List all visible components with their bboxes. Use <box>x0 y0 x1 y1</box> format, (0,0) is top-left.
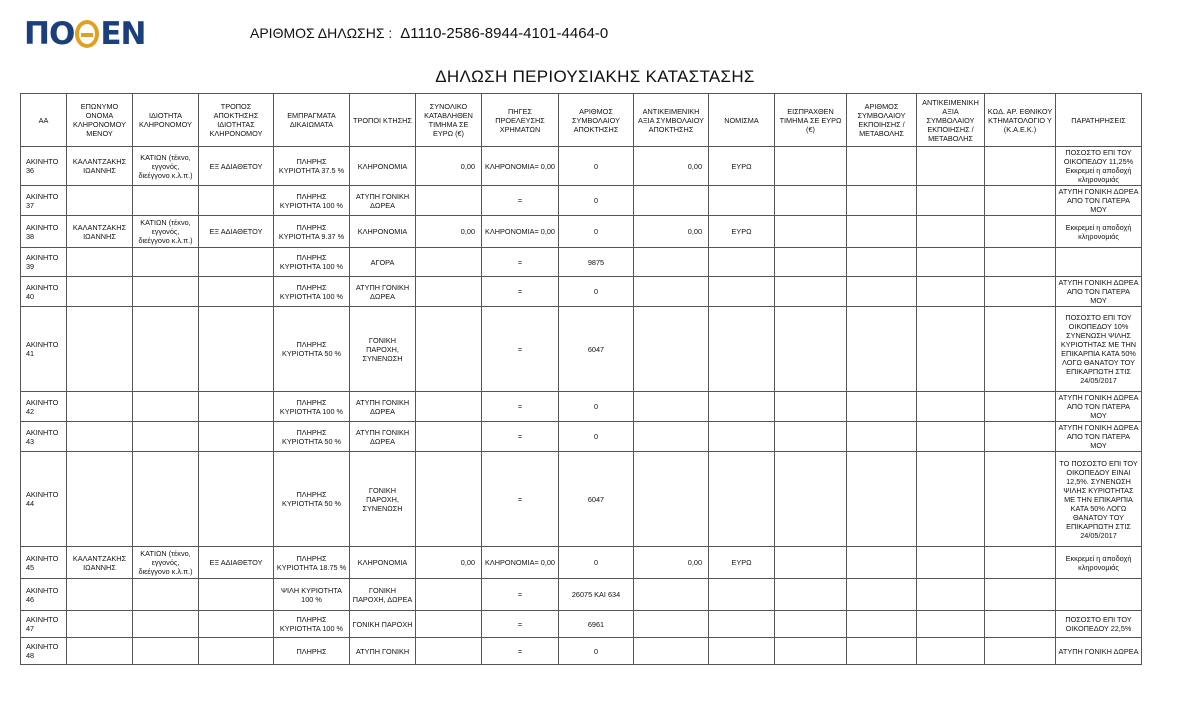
table-cell: ΠΛΗΡΗΣ ΚΥΡΙΟΤΗΤΑ 50 % <box>274 452 350 547</box>
table-cell <box>199 307 274 392</box>
table-cell: 0,00 <box>416 216 482 248</box>
table-cell: ΑΤΥΠΗ ΓΟΝΙΚΗ ΔΩΡΕΑ <box>350 277 416 307</box>
table-cell <box>985 611 1056 638</box>
table-cell <box>985 307 1056 392</box>
table-cell <box>634 638 709 665</box>
table-cell <box>416 392 482 422</box>
table-cell <box>709 392 775 422</box>
table-cell: ΓΟΝΙΚΗ ΠΑΡΟΧΗ, ΣΥΝΕΝΩΣΗ <box>350 452 416 547</box>
table-cell <box>133 307 199 392</box>
table-cell <box>416 611 482 638</box>
table-cell: ΓΟΝΙΚΗ ΠΑΡΟΧΗ, ΣΥΝΕΝΩΣΗ <box>350 307 416 392</box>
table-cell <box>847 452 917 547</box>
table-cell <box>917 547 985 579</box>
table-cell <box>133 638 199 665</box>
table-cell <box>133 186 199 216</box>
table-cell <box>67 452 133 547</box>
declaration-number <box>250 25 608 42</box>
table-cell: ΑΤΥΠΗ ΓΟΝΙΚΗ ΔΩΡΕΑ <box>350 422 416 452</box>
column-header: ΤΡΟΠΟΙ ΚΤΗΣΗΣ <box>350 94 416 147</box>
table-cell <box>199 452 274 547</box>
table-cell: ΕΥΡΩ <box>709 216 775 248</box>
column-header: ΑΝΤΙΚΕΙΜΕΝΙΚΗ ΑΞΙΑ ΣΥΜΒΟΛΑΙΟΥ ΑΠΟΚΤΗΣΗΣ <box>634 94 709 147</box>
table-cell: ΑΚΙΝΗΤΟ 38 <box>21 216 67 248</box>
table-row <box>21 611 1142 638</box>
table-cell: ΕΞ ΑΔΙΑΘΕΤΟΥ <box>199 216 274 248</box>
table-cell <box>199 611 274 638</box>
table-cell <box>634 186 709 216</box>
table-cell: ΠΛΗΡΗΣ ΚΥΡΙΟΤΗΤΑ 18.75 % <box>274 547 350 579</box>
table-row <box>21 277 1142 307</box>
table-row <box>21 547 1142 579</box>
table-cell <box>917 216 985 248</box>
table-cell: ΓΟΝΙΚΗ ΠΑΡΟΧΗ, ΔΩΡΕΑ <box>350 579 416 611</box>
table-cell <box>416 452 482 547</box>
table-cell <box>775 248 847 277</box>
table-cell: ΠΛΗΡΗΣ ΚΥΡΙΟΤΗΤΑ 100 % <box>274 611 350 638</box>
table-cell: ΠΟΣΟΣΤΟ ΕΠΙ ΤΟΥ ΟΙΚΟΠΕΔΟΥ 11,25% Εκκρεμεί η αποδοχή κληρονομιάς <box>1056 147 1142 186</box>
table-cell <box>709 638 775 665</box>
table-cell <box>634 422 709 452</box>
table-cell <box>917 186 985 216</box>
table-cell: ΚΛΗΡΟΝΟΜΙΑ <box>350 547 416 579</box>
table-cell <box>634 579 709 611</box>
table-cell <box>775 422 847 452</box>
column-header: ΑΑ <box>21 94 67 147</box>
table-cell <box>985 579 1056 611</box>
table-cell <box>775 452 847 547</box>
table-cell: ΠΛΗΡΗΣ ΚΥΡΙΟΤΗΤΑ 9.37 % <box>274 216 350 248</box>
table-cell <box>199 248 274 277</box>
table-cell: ΑΚΙΝΗΤΟ 39 <box>21 248 67 277</box>
table-cell <box>709 422 775 452</box>
table-cell <box>917 579 985 611</box>
table-cell <box>133 277 199 307</box>
table-cell <box>985 216 1056 248</box>
table-cell: ΠΟΣΟΣΤΟ ΕΠΙ ΤΟΥ ΟΙΚΟΠΕΔΟΥ 22,5% <box>1056 611 1142 638</box>
table-cell <box>709 452 775 547</box>
table-cell <box>985 452 1056 547</box>
table-cell <box>634 307 709 392</box>
table-cell <box>775 547 847 579</box>
table-cell <box>416 422 482 452</box>
table-cell: = <box>482 452 559 547</box>
table-cell: ΚΑΛΑΝΤΖΑΚΗΣ ΙΩΑΝΝΗΣ <box>67 547 133 579</box>
table-cell: = <box>482 422 559 452</box>
table-row <box>21 579 1142 611</box>
column-header: ΑΡΙΘΜΟΣ ΣΥΜΒΟΛΑΙΟΥ ΕΚΠΟΙΗΣΗΣ /ΜΕΤΑΒΟΛΗΣ <box>847 94 917 147</box>
table-cell <box>847 186 917 216</box>
table-cell <box>133 248 199 277</box>
table-cell <box>917 452 985 547</box>
table-cell <box>917 307 985 392</box>
table-row <box>21 307 1142 392</box>
column-header: ΑΝΤΙΚΕΙΜΕΝΙΚΗ ΑΞΙΑ ΣΥΜΒΟΛΑΙΟΥ ΕΚΠΟΙΗΣΗΣ / ΜΕΤΑΒΟΛΗΣ <box>917 94 985 147</box>
logo-text-left: ΠΟ <box>24 16 75 52</box>
table-cell: ΑΤΥΠΗ ΓΟΝΙΚΗ ΔΩΡΕΑ ΑΠΟ ΤΟΝ ΠΑΤΕΡΑ ΜΟΥ <box>1056 422 1142 452</box>
table-cell <box>917 611 985 638</box>
assets-table <box>20 93 1142 665</box>
table-cell: ΑΚΙΝΗΤΟ 37 <box>21 186 67 216</box>
table-cell <box>847 638 917 665</box>
table-cell <box>199 638 274 665</box>
table-cell <box>634 277 709 307</box>
table-cell: 0,00 <box>634 216 709 248</box>
table-cell: ΚΛΗΡΟΝΟΜΙΑ= 0,00 <box>482 147 559 186</box>
table-cell: ΑΓΟΡΑ <box>350 248 416 277</box>
table-row <box>21 248 1142 277</box>
table-cell <box>985 638 1056 665</box>
table-cell: 6961 <box>559 611 634 638</box>
table-cell: 9875 <box>559 248 634 277</box>
table-cell: ΑΤΥΠΗ ΓΟΝΙΚΗ ΔΩΡΕΑ ΑΠΟ ΤΟΝ ΠΑΤΕΡΑ ΜΟΥ <box>1056 277 1142 307</box>
table-cell: 0,00 <box>416 547 482 579</box>
table-cell <box>847 547 917 579</box>
table-cell <box>416 186 482 216</box>
table-cell: 26075 ΚΑΙ 634 <box>559 579 634 611</box>
table-cell: 0 <box>559 186 634 216</box>
column-header: ΤΡΟΠΟΣ ΑΠΟΚΤΗΣΗΣ ΙΔΙΟΤΗΤΑΣ ΚΛΗΡΟΝΟΜΟΥ <box>199 94 274 147</box>
table-cell: Εκκρεμεί η αποδοχή κληρονομιάς <box>1056 216 1142 248</box>
table-cell: ΑΚΙΝΗΤΟ 46 <box>21 579 67 611</box>
table-row <box>21 638 1142 665</box>
table-cell: ΕΥΡΩ <box>709 147 775 186</box>
page-title: ΔΗΛΩΣΗ ΠΕΡΙΟΥΣΙΑΚΗΣ ΚΑΤΑΣΤΑΣΗΣ <box>435 67 755 86</box>
table-cell: ΕΞ ΑΔΙΑΘΕΤΟΥ <box>199 547 274 579</box>
table-cell: = <box>482 638 559 665</box>
table-cell <box>67 422 133 452</box>
table-cell: ΕΥΡΩ <box>709 547 775 579</box>
table-cell: ΚΑΤΙΩΝ (τέκνο, εγγονός, διεέγγονο κ.λ.π.) <box>133 216 199 248</box>
table-cell <box>67 186 133 216</box>
column-header: ΚΩΔ. ΑΡ. ΕΘΝΙΚΟΥ ΚΤΗΜΑΤΟΛΟΓΙΟ Υ (Κ.Α.Ε.Κ.) <box>985 94 1056 147</box>
column-header: ΠΗΓΕΣ ΠΡΟΕΛΕΥΣΗΣ ΧΡΗΜΑΤΩΝ <box>482 94 559 147</box>
table-cell <box>709 248 775 277</box>
table-cell <box>847 307 917 392</box>
table-row <box>21 452 1142 547</box>
table-cell <box>985 248 1056 277</box>
table-cell <box>1056 579 1142 611</box>
table-cell: 0 <box>559 422 634 452</box>
table-cell <box>67 579 133 611</box>
table-cell <box>917 248 985 277</box>
table-cell <box>199 392 274 422</box>
table-cell <box>199 277 274 307</box>
table-cell: Εκκρεμεί η αποδοχή κληρονομιάς <box>1056 547 1142 579</box>
table-cell: ΠΛΗΡΗΣ <box>274 638 350 665</box>
table-cell <box>985 392 1056 422</box>
table-cell <box>847 611 917 638</box>
table-cell <box>847 248 917 277</box>
table-cell: = <box>482 307 559 392</box>
table-cell: = <box>482 392 559 422</box>
logo-text-right: ΕΝ <box>100 16 146 52</box>
table-cell <box>917 422 985 452</box>
table-cell <box>416 248 482 277</box>
table-cell: ΠΛΗΡΗΣ ΚΥΡΙΟΤΗΤΑ 100 % <box>274 277 350 307</box>
table-cell <box>634 611 709 638</box>
table-cell <box>847 147 917 186</box>
logo <box>24 16 145 52</box>
table-cell <box>133 579 199 611</box>
table-cell <box>67 611 133 638</box>
table-cell <box>709 307 775 392</box>
table-cell <box>67 248 133 277</box>
table-cell <box>416 307 482 392</box>
table-header-row <box>21 94 1142 147</box>
table-cell <box>985 422 1056 452</box>
table-cell: ΠΛΗΡΗΣ ΚΥΡΙΟΤΗΤΑ 100 % <box>274 392 350 422</box>
table-cell: 0 <box>559 392 634 422</box>
table-cell <box>847 216 917 248</box>
table-cell <box>917 147 985 186</box>
column-header: ΕΜΠΡΑΓΜΑΤΑ ΔΙΚΑΙΩΜΑΤΑ <box>274 94 350 147</box>
table-cell <box>199 579 274 611</box>
table-cell: ΚΑΤΙΩΝ (τέκνο, εγγονός, διεέγγονο κ.λ.π.) <box>133 547 199 579</box>
table-cell <box>847 579 917 611</box>
table-cell <box>634 392 709 422</box>
table-row <box>21 147 1142 186</box>
table-cell <box>416 277 482 307</box>
table-cell <box>133 422 199 452</box>
table-cell: 0 <box>559 216 634 248</box>
table-cell: ΑΚΙΝΗΤΟ 45 <box>21 547 67 579</box>
table-cell: ΠΛΗΡΗΣ ΚΥΡΙΟΤΗΤΑ 100 % <box>274 248 350 277</box>
table-cell: ΑΚΙΝΗΤΟ 48 <box>21 638 67 665</box>
table-cell <box>775 392 847 422</box>
table-cell: ΑΚΙΝΗΤΟ 40 <box>21 277 67 307</box>
table-cell: ΑΤΥΠΗ ΓΟΝΙΚΗ ΔΩΡΕΑ <box>1056 638 1142 665</box>
table-cell: 0 <box>559 147 634 186</box>
table-cell: ΑΚΙΝΗΤΟ 42 <box>21 392 67 422</box>
table-cell <box>775 216 847 248</box>
table-cell: ΠΟΣΟΣΤΟ ΕΠΙ ΤΟΥ ΟΙΚΟΠΕΔΟΥ 10% ΣΥΝΕΝΩΣΗ ΨΙΛΗΣ ΚΥΡΙΟΤΗΤΑΣ ΜΕ ΤΗΝ ΕΠΙΚΑΡΠΙΑ ΚΑΤΑ 50% ΛΟΓΩ ΘΑΝΑΤΟΥ ΤΟΥ ΕΠΙΚΑΡΠΩΤΗ ΣΤΙΣ 24/05/2017 <box>1056 307 1142 392</box>
table-cell: ΚΛΗΡΟΝΟΜΙΑ <box>350 216 416 248</box>
column-header: ΝΟΜΙΣΜΑ <box>709 94 775 147</box>
table-cell: = <box>482 277 559 307</box>
table-cell <box>133 611 199 638</box>
table-cell: ΚΑΤΙΩΝ (τέκνο, εγγονός, διεέγγονο κ.λ.π.) <box>133 147 199 186</box>
table-cell <box>709 277 775 307</box>
table-cell <box>775 611 847 638</box>
table-cell <box>199 422 274 452</box>
table-cell <box>985 277 1056 307</box>
table-cell <box>133 452 199 547</box>
table-cell: ΠΛΗΡΗΣ ΚΥΡΙΟΤΗΤΑ 100 % <box>274 186 350 216</box>
table-cell <box>67 392 133 422</box>
table-cell: 0 <box>559 638 634 665</box>
table-cell: 0,00 <box>416 147 482 186</box>
table-cell <box>416 579 482 611</box>
table-cell: ΑΚΙΝΗΤΟ 43 <box>21 422 67 452</box>
table-cell: ΓΟΝΙΚΗ ΠΑΡΟΧΗ <box>350 611 416 638</box>
table-cell <box>1056 248 1142 277</box>
table-cell: ΑΚΙΝΗΤΟ 44 <box>21 452 67 547</box>
table-cell <box>67 307 133 392</box>
table-cell <box>985 186 1056 216</box>
table-cell: ΠΛΗΡΗΣ ΚΥΡΙΟΤΗΤΑ 50 % <box>274 307 350 392</box>
table-cell <box>709 611 775 638</box>
table-cell: ΑΚΙΝΗΤΟ 41 <box>21 307 67 392</box>
table-cell: 6047 <box>559 452 634 547</box>
table-cell: ΤΟ ΠΟΣΟΣΤΟ ΕΠΙ ΤΟΥ ΟΙΚΟΠΕΔΟΥ ΕΙΝΑΙ 12,5%. ΣΥΝΕΝΩΣΗ ΨΙΛΗΣ ΚΥΡΙΟΤΗΤΑΣ ΜΕ ΤΗΝ ΕΠΙΚΑΡΠΙΑ ΚΑΤΑ 50% ΛΟΓΩ ΘΑΝΑΤΟΥ ΤΟΥ ΕΠΙΚΑΡΠΩΤΗ ΣΤΙΣ 24/05/2017 <box>1056 452 1142 547</box>
table-cell: ΑΤΥΠΗ ΓΟΝΙΚΗ <box>350 638 416 665</box>
table-cell: 0 <box>559 547 634 579</box>
logo-theta-icon <box>75 20 99 48</box>
table-cell: = <box>482 186 559 216</box>
table-cell: ΚΑΛΑΝΤΖΑΚΗΣ ΙΩΑΝΝΗΣ <box>67 216 133 248</box>
table-cell <box>917 392 985 422</box>
table-cell: 6047 <box>559 307 634 392</box>
table-cell <box>985 147 1056 186</box>
table-cell <box>775 579 847 611</box>
table-cell <box>775 186 847 216</box>
table-cell <box>133 392 199 422</box>
table-cell <box>709 579 775 611</box>
table-cell <box>775 307 847 392</box>
table-row <box>21 186 1142 216</box>
table-cell: ΑΤΥΠΗ ΓΟΝΙΚΗ ΔΩΡΕΑ <box>350 186 416 216</box>
declaration-label: ΑΡΙΘΜΟΣ ΔΗΛΩΣΗΣ : <box>250 25 393 41</box>
table-cell <box>917 277 985 307</box>
table-cell: ΑΚΙΝΗΤΟ 47 <box>21 611 67 638</box>
table-cell <box>416 638 482 665</box>
table-cell: ΠΛΗΡΗΣ ΚΥΡΙΟΤΗΤΑ 37.5 % <box>274 147 350 186</box>
table-cell <box>847 277 917 307</box>
table-cell: = <box>482 611 559 638</box>
table-cell: ΑΤΥΠΗ ΓΟΝΙΚΗ ΔΩΡΕΑ ΑΠΟ ΤΟΝ ΠΑΤΕΡΑ ΜΟΥ <box>1056 392 1142 422</box>
table-cell: ΑΤΥΠΗ ΓΟΝΙΚΗ ΔΩΡΕΑ <box>350 392 416 422</box>
table-cell: 0 <box>559 277 634 307</box>
table-cell <box>847 422 917 452</box>
table-cell <box>634 452 709 547</box>
table-cell <box>775 277 847 307</box>
table-row <box>21 422 1142 452</box>
table-cell: 0,00 <box>634 147 709 186</box>
table-cell <box>634 248 709 277</box>
column-header: ΑΡΙΘΜΟΣ ΣΥΜΒΟΛΑΙΟΥ ΑΠΟΚΤΗΣΗΣ <box>559 94 634 147</box>
table-row <box>21 216 1142 248</box>
column-header: ΕΙΣΠΡΑΧΘΕΝ ΤΙΜΗΜΑ ΣΕ ΕΥΡΩ (€) <box>775 94 847 147</box>
table-cell <box>985 547 1056 579</box>
table-cell <box>67 638 133 665</box>
table-cell: ΚΑΛΑΝΤΖΑΚΗΣ ΙΩΑΝΝΗΣ <box>67 147 133 186</box>
table-cell <box>199 186 274 216</box>
column-header: ΙΔΙΟΤΗΤΑ ΚΛΗΡΟΝΟΜΟΥ <box>133 94 199 147</box>
table-cell <box>775 638 847 665</box>
table-row <box>21 392 1142 422</box>
table-cell: ΚΛΗΡΟΝΟΜΙΑ= 0,00 <box>482 547 559 579</box>
table-cell <box>847 392 917 422</box>
table-cell: ΕΞ ΑΔΙΑΘΕΤΟΥ <box>199 147 274 186</box>
table-cell: ΑΤΥΠΗ ΓΟΝΙΚΗ ΔΩΡΕΑ ΑΠΟ ΤΟΝ ΠΑΤΕΡΑ ΜΟΥ <box>1056 186 1142 216</box>
table-cell: ΑΚΙΝΗΤΟ 36 <box>21 147 67 186</box>
table-cell <box>917 638 985 665</box>
table-cell: ΚΛΗΡΟΝΟΜΙΑ <box>350 147 416 186</box>
table-cell: ΨΙΛΗ ΚΥΡΙΟΤΗΤΑ 100 % <box>274 579 350 611</box>
table-cell: 0,00 <box>634 547 709 579</box>
column-header: ΕΠΩΝΥΜΟ ΟΝΟΜΑ ΚΛΗΡΟΝΟΜΟΥ ΜΕΝΟΥ <box>67 94 133 147</box>
table-cell: ΚΛΗΡΟΝΟΜΙΑ= 0,00 <box>482 216 559 248</box>
table-cell <box>775 147 847 186</box>
column-header: ΣΥΝΟΛΙΚΟ ΚΑΤΑΒΛΗΘΕΝ ΤΙΜΗΜΑ ΣΕ ΕΥΡΩ (€) <box>416 94 482 147</box>
table-cell <box>67 277 133 307</box>
table-cell: = <box>482 579 559 611</box>
column-header: ΠΑΡΑΤΗΡΗΣΕΙΣ <box>1056 94 1142 147</box>
table-cell: ΠΛΗΡΗΣ ΚΥΡΙΟΤΗΤΑ 50 % <box>274 422 350 452</box>
table-cell <box>709 186 775 216</box>
declaration-value: Δ1110-2586-8944-4101-4464-0 <box>400 25 609 42</box>
table-cell: = <box>482 248 559 277</box>
